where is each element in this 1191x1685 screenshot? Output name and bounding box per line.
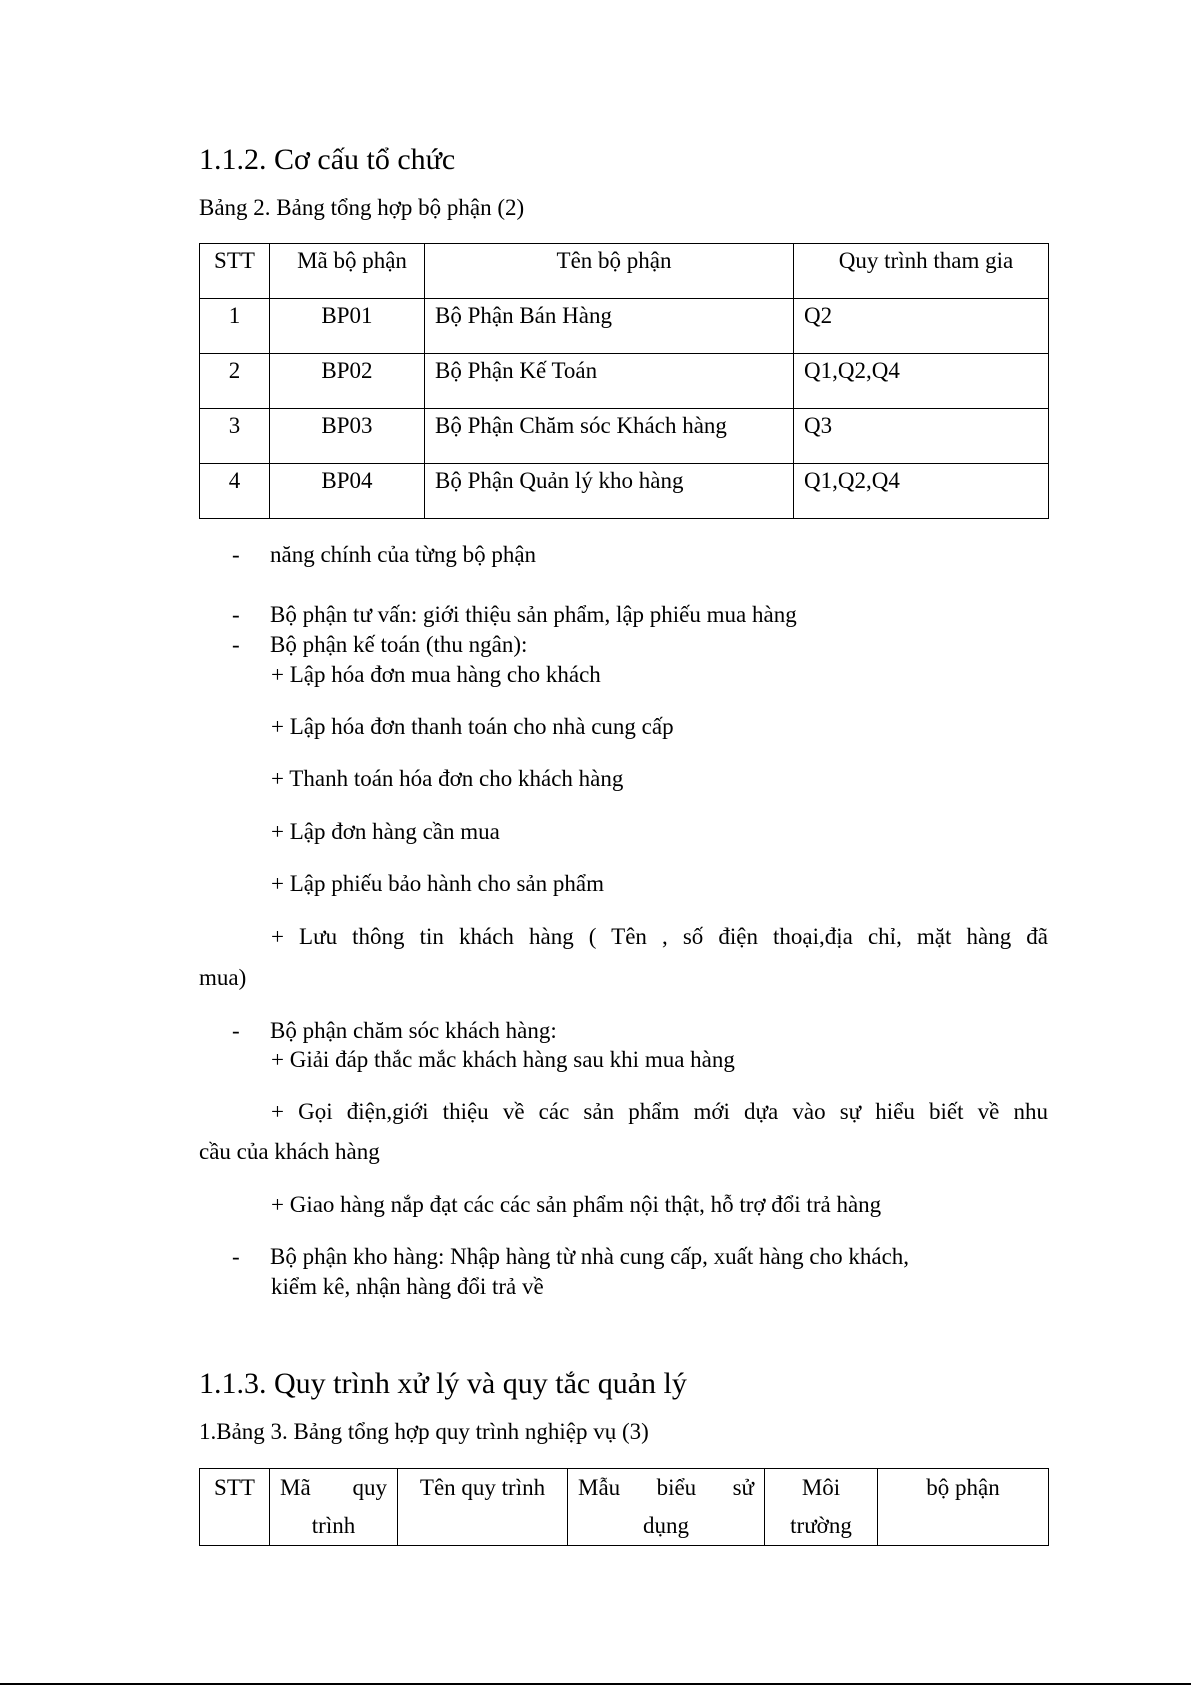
header-ten-bo-phan: Tên bộ phận bbox=[425, 244, 794, 299]
header-ma-bo-phan: Mã bộ phận bbox=[270, 244, 425, 299]
cell-ma: BP02 bbox=[270, 354, 425, 409]
table-row bbox=[200, 299, 1049, 354]
cell-ma: BP01 bbox=[270, 299, 425, 354]
bullet-dash: - bbox=[232, 542, 240, 567]
table-3-caption: 1.Bảng 3. Bảng tổng hợp quy trình nghiệp vụ (3) bbox=[199, 1419, 649, 1444]
bullet-dash: - bbox=[232, 632, 240, 657]
header-word: trình bbox=[311, 1513, 356, 1538]
bullet-chuc-nang: năng chính của từng bộ phận bbox=[270, 542, 537, 567]
header-word: Môi bbox=[801, 1475, 841, 1500]
sub-item: + Thanh toán hóa đơn cho khách hàng bbox=[271, 766, 624, 791]
cell-quy-trinh: Q1,Q2,Q4 bbox=[794, 464, 1049, 519]
cell-ma: BP04 bbox=[270, 464, 425, 519]
bullet-kho-hang-continued: kiểm kê, nhận hàng đổi trả về bbox=[271, 1274, 544, 1299]
cell-stt: 2 bbox=[200, 354, 270, 409]
bullet-dash: - bbox=[232, 1018, 240, 1043]
cell-quy-trinh: Q3 bbox=[794, 409, 1049, 464]
sub-item: + Lập hóa đơn mua hàng cho khách bbox=[271, 662, 601, 687]
header-moi-truong bbox=[765, 1469, 878, 1546]
table-header-row bbox=[200, 1469, 1049, 1546]
cell-quy-trinh: Q1,Q2,Q4 bbox=[794, 354, 1049, 409]
sub-item: + Giải đáp thắc mắc khách hàng sau khi mua hàng bbox=[271, 1047, 735, 1072]
bullet-dash: - bbox=[232, 1244, 240, 1269]
header-stt: STT bbox=[200, 1469, 270, 1546]
sub-item: + Lưu thông tin khách hàng ( Tên , số điện thoại,địa chỉ, mặt hàng đã bbox=[271, 924, 1048, 949]
bullet-cham-soc: Bộ phận chăm sóc khách hàng: bbox=[270, 1018, 557, 1043]
header-word: biểu bbox=[656, 1475, 697, 1500]
header-word: sử bbox=[732, 1475, 754, 1500]
table-header-row bbox=[200, 244, 1049, 299]
table-2-caption: Bảng 2. Bảng tổng hợp bộ phận (2) bbox=[199, 195, 525, 220]
sub-item: + Lập hóa đơn thanh toán cho nhà cung cấp bbox=[271, 714, 674, 739]
section-heading-quy-trinh: 1.1.3. Quy trình xử lý và quy tắc quản lý bbox=[199, 1367, 687, 1400]
sub-item-continued: mua) bbox=[199, 965, 247, 990]
header-ma-quy-trinh bbox=[270, 1469, 398, 1546]
cell-ten: Bộ Phận Bán Hàng bbox=[425, 299, 794, 354]
cell-stt: 4 bbox=[200, 464, 270, 519]
header-word: Mẫu bbox=[578, 1475, 621, 1500]
cell-ten: Bộ Phận Chăm sóc Khách hàng bbox=[425, 409, 794, 464]
cell-quy-trinh: Q2 bbox=[794, 299, 1049, 354]
sub-item: + Lập phiếu bảo hành cho sản phẩm bbox=[271, 871, 604, 896]
table-row bbox=[200, 409, 1049, 464]
header-mau-bieu bbox=[568, 1469, 765, 1546]
bullet-kho-hang: Bộ phận kho hàng: Nhập hàng từ nhà cung cấp, xuất hàng cho khách, bbox=[270, 1244, 910, 1269]
cell-stt: 1 bbox=[200, 299, 270, 354]
table-row bbox=[200, 464, 1049, 519]
header-bo-phan: bộ phận bbox=[878, 1469, 1049, 1546]
header-word: quy bbox=[352, 1475, 387, 1500]
section-heading-co-cau: 1.1.2. Cơ cấu tổ chức bbox=[199, 143, 456, 176]
table-row bbox=[200, 354, 1049, 409]
bullet-tu-van: Bộ phận tư vấn: giới thiệu sản phẩm, lập phiếu mua hàng bbox=[270, 602, 797, 627]
sub-item: + Gọi điện,giới thiệu về các sản phẩm mới dựa vào sự hiểu biết về nhu bbox=[271, 1099, 1048, 1124]
process-table bbox=[199, 1468, 1049, 1546]
cell-ten: Bộ Phận Quản lý kho hàng bbox=[425, 464, 794, 519]
cell-ten: Bộ Phận Kế Toán bbox=[425, 354, 794, 409]
sub-item: + Giao hàng nắp đạt các các sản phẩm nội thật, hỗ trợ đổi trả hàng bbox=[271, 1192, 882, 1217]
header-word: trường bbox=[790, 1513, 852, 1538]
cell-stt: 3 bbox=[200, 409, 270, 464]
header-ten-quy-trinh: Tên quy trình bbox=[398, 1469, 568, 1546]
cell-ma: BP03 bbox=[270, 409, 425, 464]
header-word: dụng bbox=[643, 1513, 689, 1538]
bullet-dash: - bbox=[232, 602, 240, 627]
department-table bbox=[199, 243, 1049, 519]
header-stt: STT bbox=[200, 244, 270, 299]
header-quy-trinh: Quy trình tham gia bbox=[794, 244, 1049, 299]
sub-item: + Lập đơn hàng cần mua bbox=[271, 819, 500, 844]
bullet-ke-toan: Bộ phận kế toán (thu ngân): bbox=[270, 632, 528, 657]
header-word: Mã bbox=[280, 1475, 311, 1500]
sub-item-continued: cầu của khách hàng bbox=[199, 1139, 380, 1164]
